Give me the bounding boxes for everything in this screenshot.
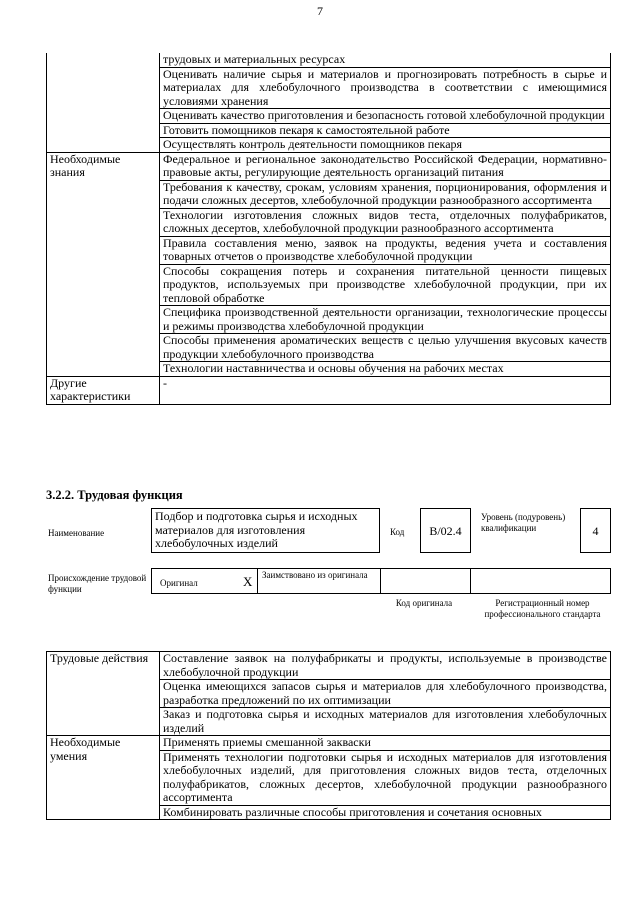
table-cell: Составление заявок на полуфабрикаты и продукты, используемые в производстве хлебобулочной продукции <box>160 652 611 680</box>
table-row <box>47 376 611 404</box>
table-cell: Федеральное и региональное законодательство Российской Федерации, нормативно-правовые акты, регулирующие деятельность организаций питания <box>160 152 611 180</box>
borrowed-label: Заимствовано из оригинала <box>262 570 368 580</box>
table-cell: Требования к качеству, срокам, условиям хранения, порционирования, оформления и подачи сложных десертов, хлебобулочной продукции разнообразного ассортимента <box>160 180 611 208</box>
function-name-box: Подбор и подготовка сырья и исходных материалов для изготовления хлебобулочных изделий <box>151 508 380 553</box>
table-cell: Способы применения ароматических веществ с целью улучшения вкусовых качеств продукции хлебобулочного производства <box>160 334 611 362</box>
code-label: Код <box>390 527 405 537</box>
table-row <box>47 652 611 680</box>
registration-number-caption: Регистрационный номер профессионального стандарта <box>484 598 601 619</box>
row-label-actions: Трудовые действия <box>47 652 160 736</box>
code-value: B/02.4 <box>420 508 471 553</box>
level-value: 4 <box>580 508 611 553</box>
table-cell: - <box>160 376 611 404</box>
table-cell: Оценивать наличие сырья и материалов и прогнозировать потребность в сырье и материалах для хлебобулочного производства в соответствии с имеющимися условиями хранения <box>160 67 611 109</box>
table-row <box>47 53 611 67</box>
code-original-caption: Код оригинала <box>395 598 453 608</box>
table-cell: Оценивать качество приготовления и безопасность готовой хлебобулочной продукции <box>160 109 611 124</box>
original-mark: X <box>243 574 253 589</box>
origin-label: Происхождение трудовой функции <box>48 573 147 594</box>
table-row <box>47 736 611 751</box>
table-cell: Оценка имеющихся запасов сырья и материалов для хлебобулочного производства, разработка предложений по их оптимизации <box>160 680 611 708</box>
table-cell: Осуществлять контроль деятельности помощников пекаря <box>160 138 611 153</box>
table-cell: Способы сокращения потерь и сохранения питательной ценности пищевых продуктов, используемых при производстве хлебобулочной продукции, при их тепловой обработке <box>160 264 611 306</box>
table-cell: Применять приемы смешанной закваски <box>160 736 611 751</box>
page-number: 7 <box>317 4 323 18</box>
table-cell: Применять технологии подготовки сырья и исходных материалов для изготовления хлебобулочных изделий, для приготовления сложных видов теста, отделочных полуфабрикатов, сложных десертов, хлебобулочной продукции разнообразного ассортимента <box>160 750 611 805</box>
row-label-other: Другие характеристики <box>47 376 160 404</box>
table-cell: трудовых и материальных ресурсах <box>160 53 611 67</box>
top-requirements-table <box>46 53 611 405</box>
name-label: Наименование <box>48 528 105 538</box>
row-label-knowledge: Необходимые знания <box>47 152 160 376</box>
level-label: Уровень (подуровень) квалификации <box>481 512 566 533</box>
table-cell: Специфика производственной деятельности организации, технологические процессы и режимы производства хлебобулочной продукции <box>160 306 611 334</box>
table-cell: Правила составления меню, заявок на продукты, ведения учета и составления товарных отчетов о производстве хлебобулочной продукции <box>160 236 611 264</box>
bottom-function-table <box>46 651 611 820</box>
row-label-skills: Необходимые умения <box>47 736 160 820</box>
table-cell: Комбинировать различные способы приготовления и сочетания основных <box>160 805 611 820</box>
divider <box>257 568 258 594</box>
table-cell: Заказ и подготовка сырья и исходных материалов для изготовления хлебобулочных изделий <box>160 708 611 736</box>
row-label <box>47 53 160 152</box>
table-cell: Готовить помощников пекаря к самостоятельной работе <box>160 123 611 138</box>
origin-box <box>151 568 611 594</box>
table-cell: Технологии наставничества и основы обучения на рабочих местах <box>160 362 611 377</box>
section-heading: 3.2.2. Трудовая функция <box>46 488 183 502</box>
divider <box>380 568 381 594</box>
divider <box>470 568 471 594</box>
table-cell: Технологии изготовления сложных видов теста, отделочных полуфабрикатов, сложных десертов, хлебобулочной продукции разнообразного ассортимента <box>160 208 611 236</box>
original-label: Оригинал <box>160 578 198 588</box>
table-row <box>47 152 611 180</box>
